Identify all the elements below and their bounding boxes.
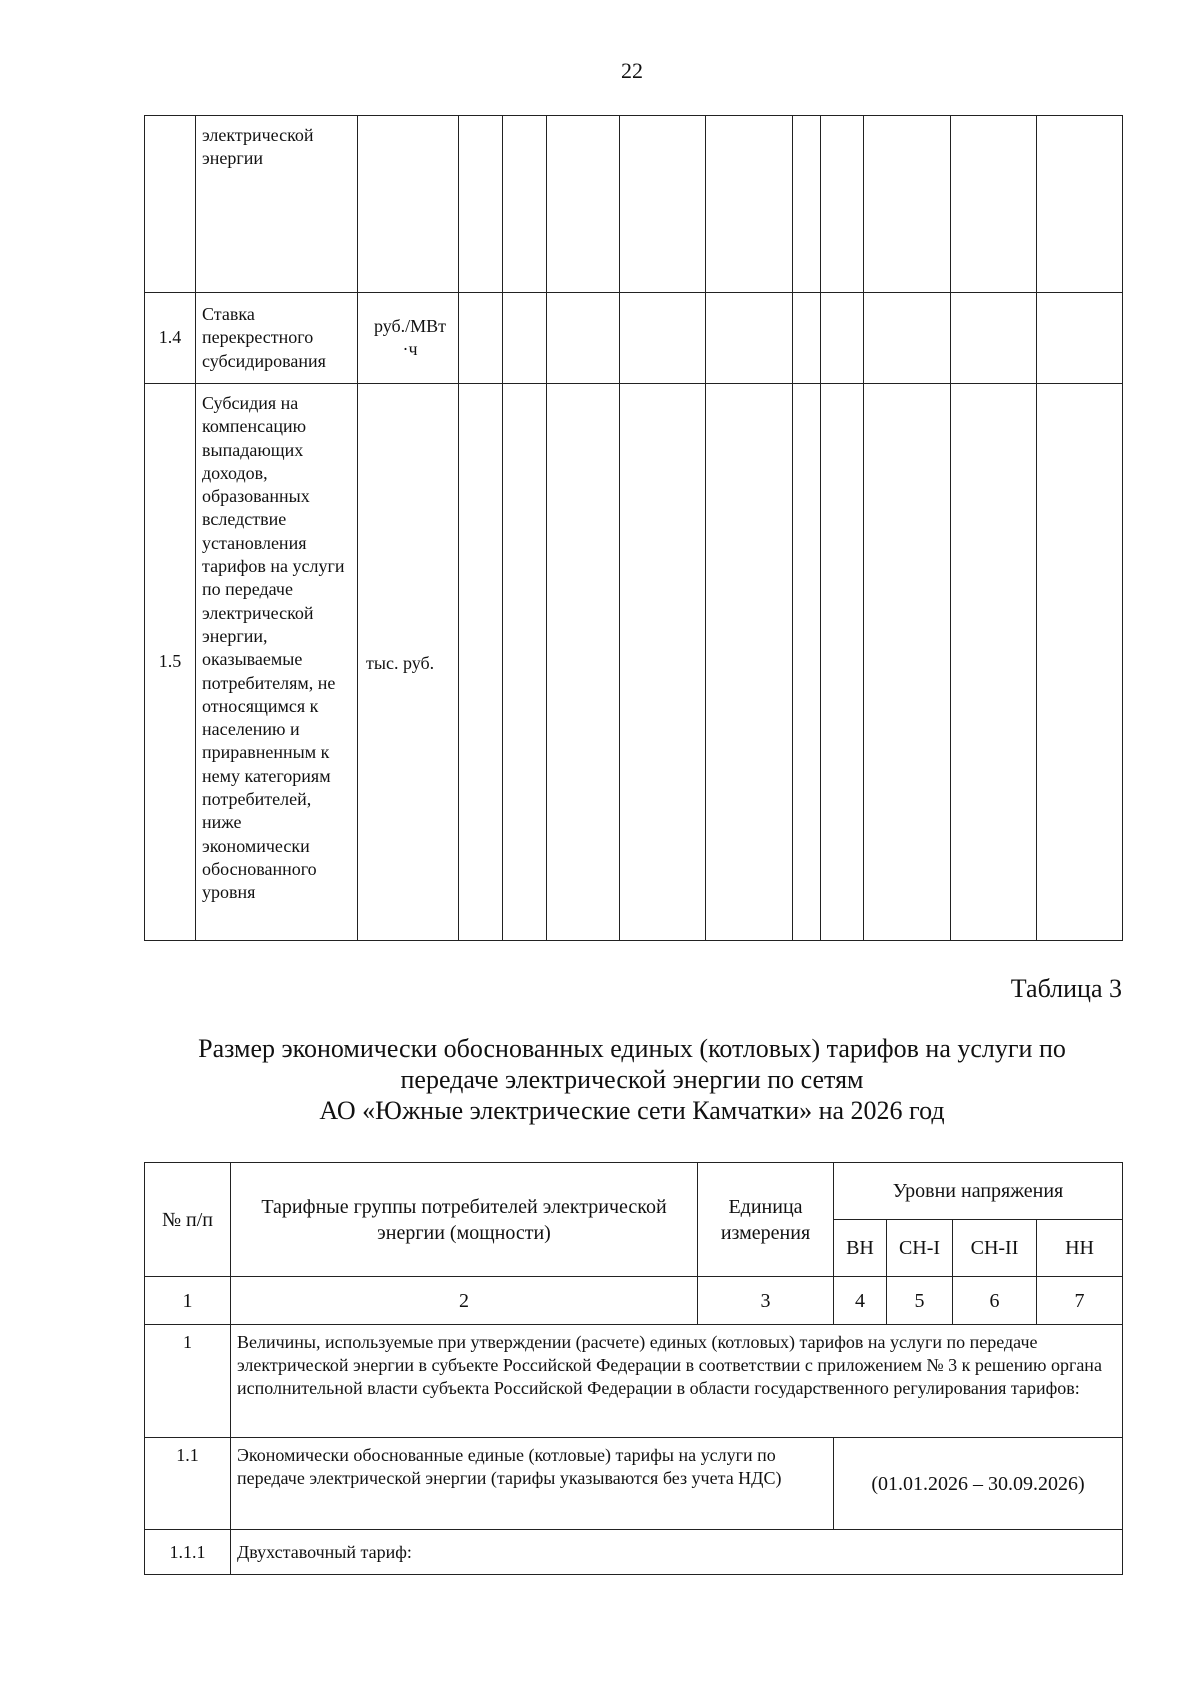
header-unit: Единица измерения [698,1163,834,1277]
table-row [145,1325,1123,1438]
row-number: 1.4 [145,293,196,384]
row-name: Ставка перекрестного субсидирования [196,293,358,384]
column-numbers-row [145,1277,1123,1325]
table-title [140,1033,1124,1126]
continued-table [144,115,1123,941]
row-text: Величины, используемые при утверждении (расчете) единых (котловых) тарифов на услуги по передаче электрической энергии в субъекте Российской Федерации в соответствии с приложением № 3 к решению органа исполнительной власти субъекта Российской Федерации в области государственного регулирования тарифов: [231,1325,1123,1438]
page-number: 22 [621,58,643,83]
row-unit [358,116,459,293]
header-vn: ВН [834,1220,887,1277]
table-label: Таблица 3 [1010,974,1122,1003]
header-row [145,1163,1123,1220]
header-nn: НН [1037,1220,1123,1277]
title-line: передаче электрической энергии по сетям [400,1065,864,1094]
title-line: АО «Южные электрические сети Камчатки» на 2026 год [319,1096,945,1125]
column-number: 2 [231,1277,698,1325]
row-number: 1.5 [145,384,196,941]
column-number: 4 [834,1277,887,1325]
header-groups: Тарифные группы потребителей электрической энергии (мощности) [231,1163,698,1277]
column-number: 5 [887,1277,953,1325]
row-number: 1.1 [145,1438,231,1530]
row-number: 1 [145,1325,231,1438]
row-number: 1.1.1 [145,1530,231,1575]
column-number: 7 [1037,1277,1123,1325]
row-name: Субсидия на компенсацию выпадающих доходов, образованных вследствие установления тарифов на услуги по передаче электрической энергии, оказываемые потребителям, не относящимся к населению и приравненным к нему категориям потребителей, ниже экономически обоснованного уровня [196,384,358,941]
column-number: 6 [953,1277,1037,1325]
tariff-table [144,1162,1123,1575]
table-row [145,384,1123,941]
column-number: 3 [698,1277,834,1325]
row-number [145,116,196,293]
column-number: 1 [145,1277,231,1325]
table-row [145,116,1123,293]
row-period: (01.01.2026 – 30.09.2026) [834,1438,1123,1530]
header-voltage-levels: Уровни напряжения [834,1163,1123,1220]
row-unit: руб./МВт ·ч [358,293,459,384]
table-row [145,1438,1123,1530]
row-unit: тыс. руб. [358,384,459,941]
table-row [145,1530,1123,1575]
row-name: электрической энергии [196,116,358,293]
header-sn2: СН-II [953,1220,1037,1277]
title-line: Размер экономически обоснованных единых (котловых) тарифов на услуги по [198,1034,1066,1063]
header-num: № п/п [145,1163,231,1277]
table-row [145,293,1123,384]
row-text: Экономически обоснованные единые (котловые) тарифы на услуги по передаче электрической энергии (тарифы указываются без учета НДС) [231,1438,834,1530]
header-sn1: СН-I [887,1220,953,1277]
row-text: Двухставочный тариф: [231,1530,1123,1575]
